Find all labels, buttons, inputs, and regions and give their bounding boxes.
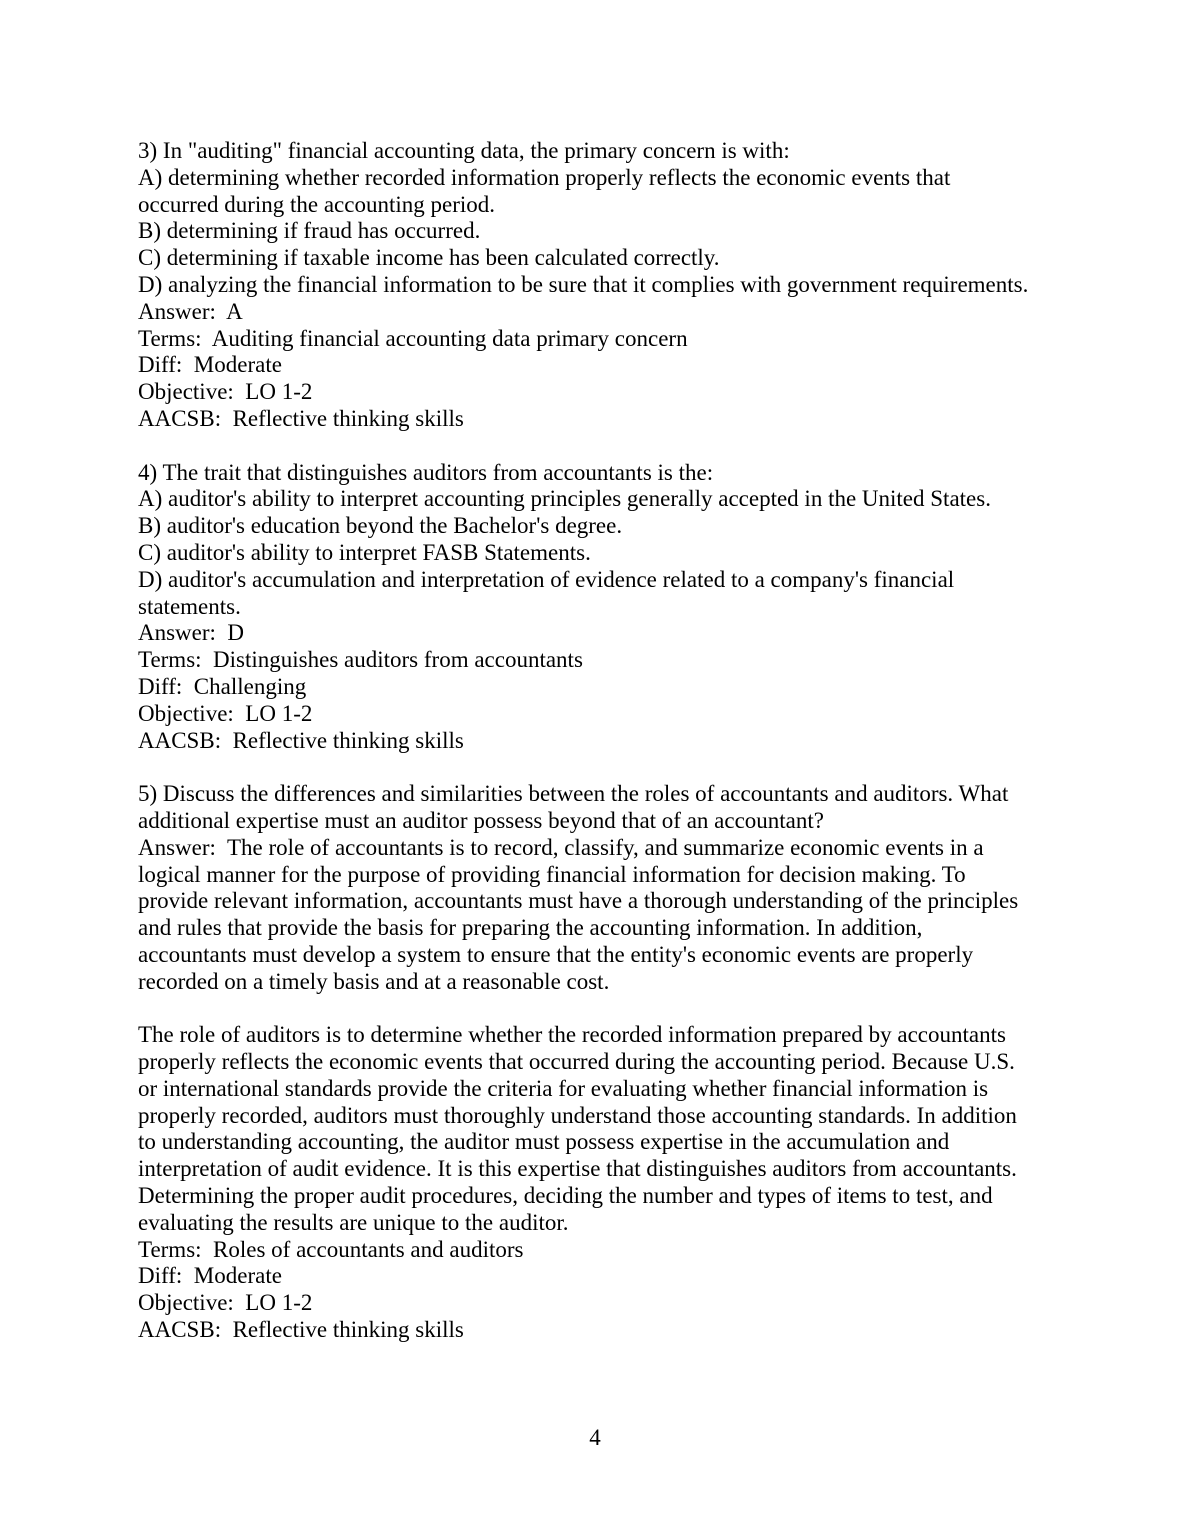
question-3-diff: Diff: Moderate	[138, 352, 282, 378]
question-4-choice-d-continued: statements.	[138, 593, 241, 619]
question-3-choice-a-continued: occurred during the accounting period.	[138, 191, 496, 217]
question-5-stem-continued: additional expertise must an auditor possess beyond that of an accountant?	[138, 807, 824, 833]
question-3-answer: Answer: A	[138, 298, 243, 324]
question-4-terms: Terms: Distinguishes auditors from accountants	[138, 647, 583, 673]
question-5-stem: 5) Discuss the differences and similarities between the roles of accountants and auditors. What	[138, 781, 1009, 807]
question-4-stem: 4) The trait that distinguishes auditors from accountants is the:	[138, 459, 714, 485]
paragraph-gap	[138, 996, 1070, 1023]
question-5-answer-line-6: recorded on a timely basis and at a reasonable cost.	[138, 968, 610, 994]
question-5-answer-line-1: Answer: The role of accountants is to record, classify, and summarize economic events in a	[138, 834, 984, 860]
question-5-answer-para2-line-1: The role of auditors is to determine whether the recorded information prepared by accountants	[138, 1022, 1006, 1048]
question-5-answer-para2-line-2: properly reflects the economic events that occurred during the accounting period. Because U.S.	[138, 1049, 1015, 1075]
question-3-choice-c: C) determining if taxable income has been calculated correctly.	[138, 245, 720, 271]
page-number: 4	[589, 1425, 601, 1450]
question-5-answer-para2-line-3: or international standards provide the criteria for evaluating whether financial information is	[138, 1075, 989, 1101]
question-3-aacsb: AACSB: Reflective thinking skills	[138, 405, 464, 431]
question-5-terms: Terms: Roles of accountants and auditors	[138, 1236, 524, 1262]
question-4-aacsb: AACSB: Reflective thinking skills	[138, 727, 464, 753]
question-5-answer-para2-line-6: interpretation of audit evidence. It is this expertise that distinguishes auditors from accountants.	[138, 1156, 1017, 1182]
question-4-objective: Objective: LO 1-2	[138, 700, 313, 726]
question-4-choice-a: A) auditor's ability to interpret accounting principles generally accepted in the United States.	[138, 486, 991, 512]
question-5-aacsb: AACSB: Reflective thinking skills	[138, 1317, 464, 1343]
question-5-answer-para2-line-4: properly recorded, auditors must thoroughly understand those accounting standards. In addition	[138, 1102, 1017, 1128]
page-footer	[0, 1425, 1190, 1452]
question-3-choice-b: B) determining if fraud has occurred.	[138, 218, 481, 244]
question-3-stem: 3) In "auditing" financial accounting data, the primary concern is with:	[138, 138, 790, 163]
question-4-choice-c: C) auditor's ability to interpret FASB Statements.	[138, 539, 591, 565]
question-5-answer-para2-line-7: Determining the proper audit procedures, deciding the number and types of items to test, and	[138, 1183, 993, 1209]
question-3-objective: Objective: LO 1-2	[138, 379, 313, 405]
question-4-choice-b: B) auditor's education beyond the Bachelor's degree.	[138, 513, 623, 539]
question-5-diff: Diff: Moderate	[138, 1263, 282, 1289]
question-5-answer-line-5: accountants must develop a system to ensure that the entity's economic events are properly	[138, 941, 974, 967]
question-3-terms: Terms: Auditing financial accounting data primary concern	[138, 325, 688, 351]
question-3-choice-a: A) determining whether recorded information properly reflects the economic events that	[138, 164, 951, 190]
question-5-block	[138, 781, 1070, 1344]
question-5-answer-line-2: logical manner for the purpose of providing financial information for decision making. To	[138, 861, 966, 887]
question-5-answer-para2-line-5: to understanding accounting, the auditor must possess expertise in the accumulation and	[138, 1129, 950, 1155]
question-5-answer-line-3: provide relevant information, accountants must have a thorough understanding of the principles	[138, 888, 1019, 914]
question-5-objective: Objective: LO 1-2	[138, 1290, 313, 1316]
question-5-answer-line-4: and rules that provide the basis for preparing the accounting information. In addition,	[138, 915, 923, 941]
question-3-choice-d: D) analyzing the financial information to be sure that it complies with government requirements.	[138, 271, 1029, 297]
question-4-choice-d: D) auditor's accumulation and interpretation of evidence related to a company's financial	[138, 566, 955, 592]
question-4-block	[138, 460, 1070, 755]
question-4-diff: Diff: Challenging	[138, 673, 307, 699]
question-5-answer-para2-line-8: evaluating the results are unique to the auditor.	[138, 1209, 569, 1235]
test-bank-page	[138, 138, 1070, 1344]
question-4-answer: Answer: D	[138, 620, 245, 646]
question-3-block	[138, 138, 1070, 433]
